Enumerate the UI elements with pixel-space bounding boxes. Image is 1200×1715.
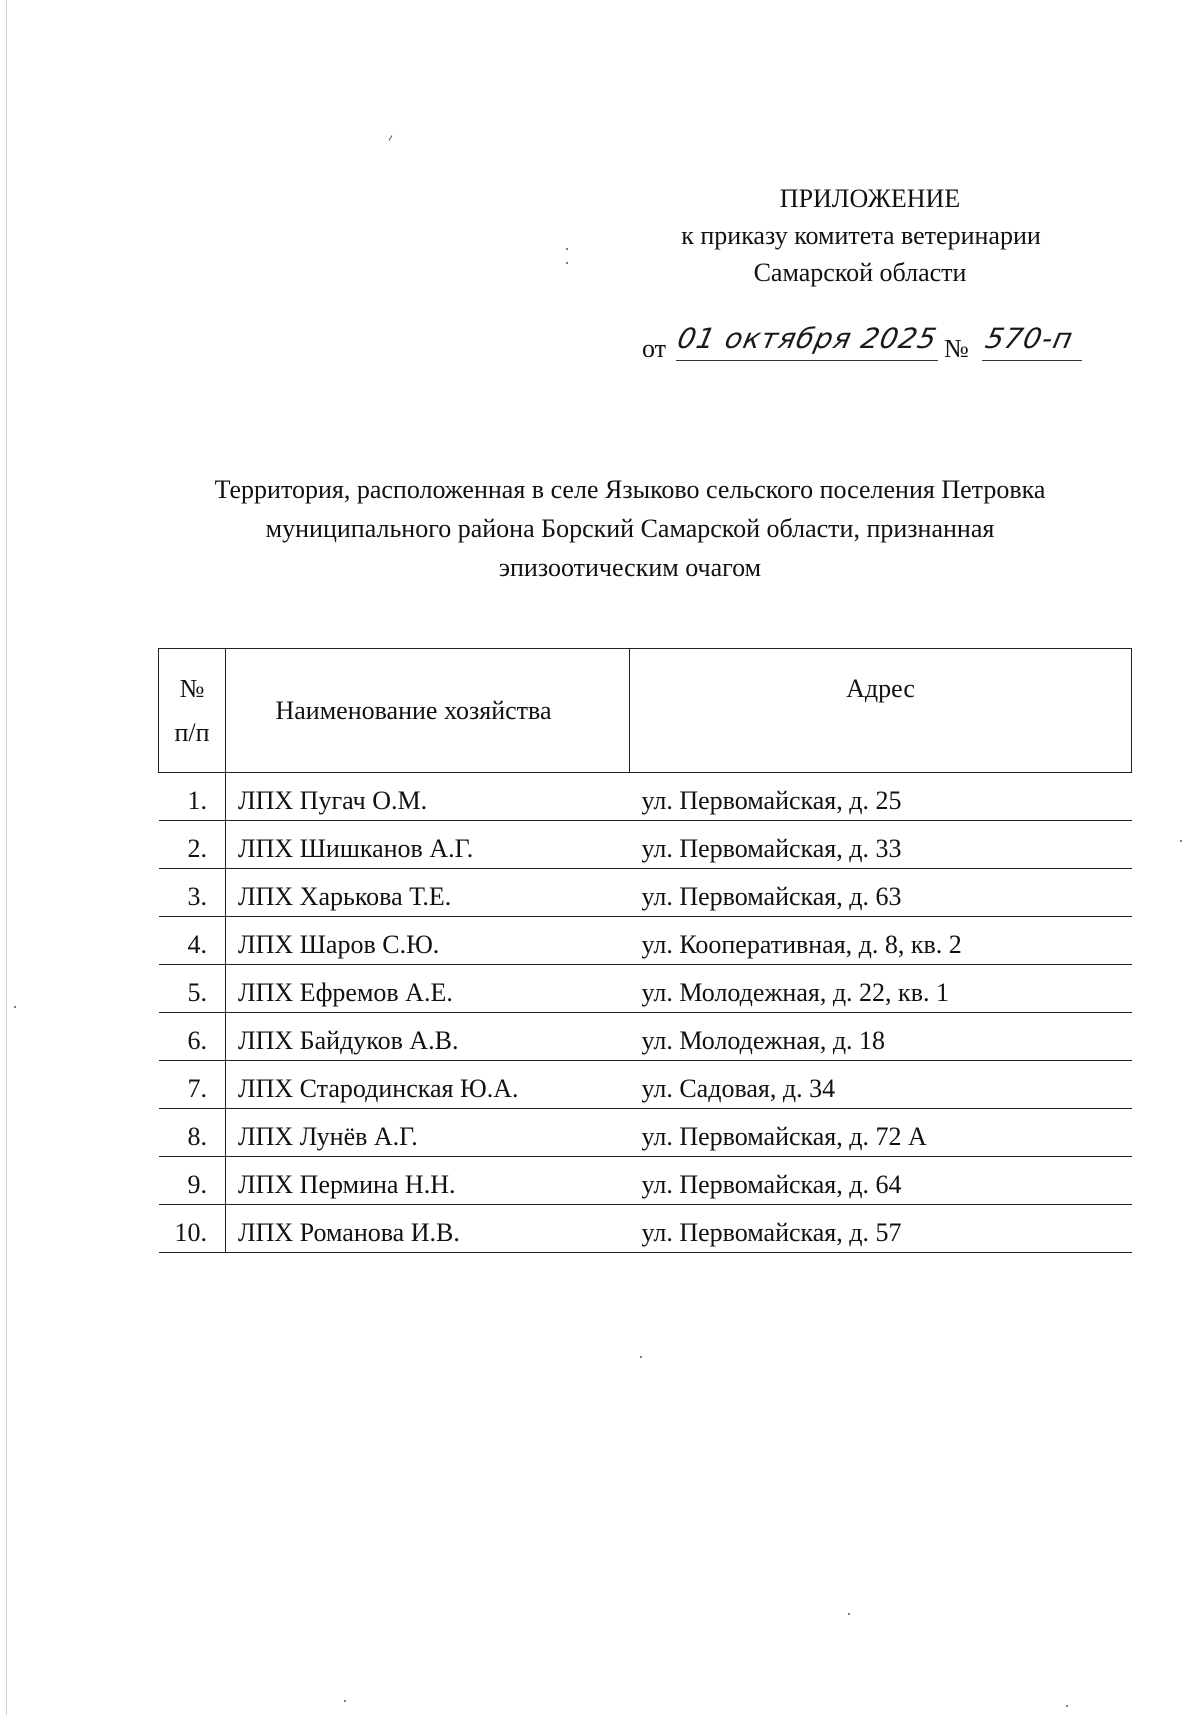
- order-number-underline: [982, 360, 1082, 361]
- table-row: [159, 917, 1132, 965]
- scan-speck: [566, 248, 568, 250]
- table-row: [159, 1205, 1132, 1253]
- header-number-pp: п/п: [174, 717, 210, 747]
- scan-speck: [14, 1006, 16, 1008]
- row-farm-name: ЛПХ Лунёв А.Г.: [226, 1109, 630, 1157]
- row-farm-name: ЛПХ Ефремов А.Е.: [226, 965, 630, 1013]
- scan-speck: [344, 1700, 346, 1702]
- row-farm-name: ЛПХ Пугач О.М.: [226, 773, 630, 821]
- order-date-prefix: от: [642, 334, 667, 363]
- table-row: [159, 1061, 1132, 1109]
- row-address: ул. Первомайская, д. 57: [630, 1205, 1132, 1253]
- appendix-header: [600, 180, 1120, 291]
- document-title-line-3: эпизоотическим очагом: [498, 553, 762, 582]
- row-address: ул. Первомайская, д. 63: [630, 869, 1132, 917]
- table-row: [159, 1109, 1132, 1157]
- order-number-handwritten: 570-п: [982, 322, 1077, 355]
- scan-speck: [1180, 840, 1182, 842]
- row-number: 1.: [159, 773, 226, 821]
- scan-page-edge: [6, 0, 7, 1715]
- table-row: [159, 1157, 1132, 1205]
- row-number: 8.: [159, 1109, 226, 1157]
- appendix-region: Самарской области: [753, 258, 967, 287]
- row-number: 3.: [159, 869, 226, 917]
- header-number: [159, 649, 226, 773]
- order-number-prefix: №: [944, 334, 969, 363]
- row-farm-name: ЛПХ Пермина Н.Н.: [226, 1157, 630, 1205]
- row-address: ул. Кооперативная, д. 8, кв. 2: [630, 917, 1132, 965]
- row-farm-name: ЛПХ Харькова Т.Е.: [226, 869, 630, 917]
- row-number: 7.: [159, 1061, 226, 1109]
- header-address: Адрес: [630, 649, 1132, 773]
- row-number: 2.: [159, 821, 226, 869]
- table-header-row: [159, 649, 1132, 773]
- row-number: 9.: [159, 1157, 226, 1205]
- row-number: 5.: [159, 965, 226, 1013]
- row-number: 4.: [159, 917, 226, 965]
- farms-table: [158, 648, 1132, 1253]
- scan-speck: [389, 135, 393, 141]
- row-address: ул. Первомайская, д. 33: [630, 821, 1132, 869]
- row-number: 10.: [159, 1205, 226, 1253]
- row-address: ул. Молодежная, д. 22, кв. 1: [630, 965, 1132, 1013]
- table-row: [159, 965, 1132, 1013]
- table-row: [159, 869, 1132, 917]
- scan-speck: [566, 262, 568, 264]
- row-farm-name: ЛПХ Шаров С.Ю.: [226, 917, 630, 965]
- order-date-underline: [676, 360, 938, 361]
- order-date-handwritten: 01 октября 2025: [674, 322, 941, 355]
- document-title-line-1: Территория, расположенная в селе Языково сельского поселения Петровка: [214, 475, 1046, 504]
- appendix-subtitle: к приказу комитета ветеринарии: [681, 221, 1041, 250]
- row-farm-name: ЛПХ Романова И.В.: [226, 1205, 630, 1253]
- appendix-title: ПРИЛОЖЕНИЕ: [779, 184, 961, 213]
- document-title: [160, 470, 1100, 587]
- scan-speck: [640, 1356, 642, 1358]
- header-number-sign: №: [179, 673, 205, 703]
- header-farm-name: Наименование хозяйства: [226, 649, 630, 773]
- row-address: ул. Первомайская, д. 72 А: [630, 1109, 1132, 1157]
- order-reference: [642, 322, 1132, 372]
- row-address: ул. Молодежная, д. 18: [630, 1013, 1132, 1061]
- document-title-line-2: муниципального района Борский Самарской области, признанная: [265, 514, 995, 543]
- row-farm-name: ЛПХ Стародинская Ю.А.: [226, 1061, 630, 1109]
- row-number: 6.: [159, 1013, 226, 1061]
- table-row: [159, 1013, 1132, 1061]
- row-address: ул. Садовая, д. 34: [630, 1061, 1132, 1109]
- row-farm-name: ЛПХ Шишканов А.Г.: [226, 821, 630, 869]
- row-farm-name: ЛПХ Байдуков А.В.: [226, 1013, 630, 1061]
- scan-speck: [848, 1613, 850, 1615]
- table-row: [159, 821, 1132, 869]
- row-address: ул. Первомайская, д. 25: [630, 773, 1132, 821]
- row-address: ул. Первомайская, д. 64: [630, 1157, 1132, 1205]
- scan-speck: [1066, 1705, 1068, 1707]
- table-row: [159, 773, 1132, 821]
